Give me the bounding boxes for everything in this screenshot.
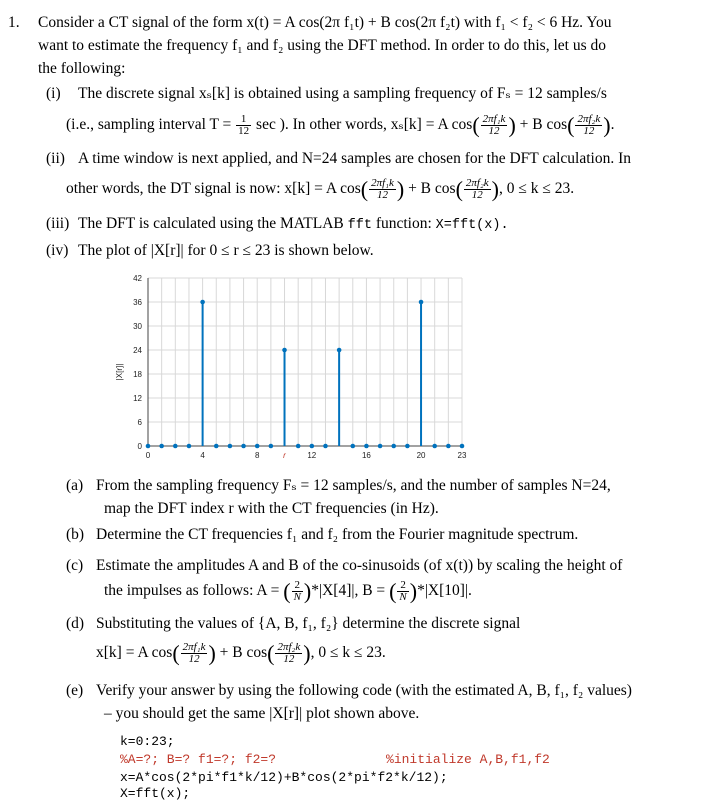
stem-marker — [173, 444, 178, 449]
grid-lines — [148, 278, 462, 446]
stem-marker — [378, 444, 383, 449]
part-d-line-2: x[k] = A cos( $\frac{\text{2πf₁k}}{12}$ ) + B cos( $\frac{\text{2πf₂k}}{12}$ ), 0 ≤ k ≤ 23. — [96, 640, 386, 666]
step-ii-line-2: other words, the DT signal is now: x[k] = A cos( $\frac{\text{2πf₁k}}{12}$ ) + B cos( $\frac{\text{2πf₂k}}{12}$ ), 0 ≤ k ≤ 23. — [66, 176, 575, 202]
code-line-3: x=A*cos(2*pi*f1*k/12)+B*cos(2*pi*f2*k/12); — [120, 770, 448, 785]
x-tick-label: 12 — [307, 451, 317, 460]
problem-number: 1. — [8, 14, 20, 31]
part-d-line-1: Substituting the values of {A, B, f₁, f₂} determine the discrete signal — [96, 615, 521, 632]
stem-marker — [269, 444, 274, 449]
stem-marker — [391, 444, 396, 449]
stem-marker — [405, 444, 410, 449]
part-a-label: (a) — [66, 477, 84, 494]
stem-marker — [323, 444, 328, 449]
stem-marker — [214, 444, 219, 449]
x-tick-label: 0 — [145, 451, 151, 460]
x-tick-label: 16 — [361, 451, 371, 460]
y-tick-label: 24 — [133, 346, 142, 355]
intro-line-1: Consider a CT signal of the form x(t) = A cos(2π f₁t) + B cos(2π f₂t) with f₁ < f₂ < 6 Hz. You — [38, 14, 612, 31]
x-tick-label: 4 — [200, 451, 205, 460]
stem-marker — [187, 444, 192, 449]
part-e-line-2: – you should get the same |X[r]| plot shown above. — [104, 705, 420, 722]
y-tick-label: 18 — [133, 370, 142, 379]
step-iii-line: The DFT is calculated using the MATLAB fft function: X=fft(x). — [78, 215, 509, 233]
part-b-line-1: Determine the CT frequencies f₁ and f₂ from the Fourier magnitude spectrum. — [96, 526, 579, 543]
y-tick-label: 30 — [133, 322, 142, 331]
x-tick-label: 20 — [416, 451, 426, 460]
part-c-line-2: the impulses as follows: A = ( $\frac{2}{N}$ )*|X[4]|, B = ( $\frac{2}{N}$ )*|X[10]|. — [104, 578, 472, 604]
step-ii-label: (ii) — [46, 150, 65, 167]
step-i-line-2: (i.e., sampling interval T = $\frac{1}{12}$ sec ). In other words, xₛ[k] = A cos( $\frac{\text{2πf₁k}}{12}$ ) + B cos( $\frac{\text{2πf₂k}}{12}$ ). — [66, 112, 615, 138]
stem-marker — [310, 444, 315, 449]
stem-marker — [159, 444, 164, 449]
stem-marker — [419, 300, 424, 305]
axes — [148, 278, 462, 446]
stem-marker — [432, 444, 437, 449]
dft-magnitude-stem-plot — [110, 270, 480, 470]
stem-marker — [350, 444, 355, 449]
stem-marker — [337, 348, 342, 353]
stem-marker — [255, 444, 260, 449]
part-a-line-2: map the DFT index r with the CT frequencies (in Hz). — [104, 500, 439, 517]
step-iii-label: (iii) — [46, 215, 70, 232]
x-tick-label: 8 — [254, 451, 260, 460]
step-iv-line: The plot of |X[r]| for 0 ≤ r ≤ 23 is shown below. — [78, 242, 374, 259]
y-tick-label: 42 — [133, 274, 142, 283]
stem-marker — [364, 444, 369, 449]
part-b-label: (b) — [66, 526, 85, 543]
step-iv-label: (iv) — [46, 242, 69, 259]
y-axis-label: |X[r]| — [115, 363, 124, 381]
part-c-line-1: Estimate the amplitudes A and B of the co-sinusoids (of x(t)) by scaling the height of — [96, 557, 623, 574]
stem-marker — [460, 444, 465, 449]
step-i-line-1: The discrete signal xₛ[k] is obtained using a sampling frequency of Fₛ = 12 samples/s — [78, 85, 607, 102]
part-c-label: (c) — [66, 557, 84, 574]
stem-marker — [146, 444, 151, 449]
stem-marker — [200, 300, 205, 305]
part-a-line-1: From the sampling frequency Fₛ = 12 samples/s, and the number of samples N=24, — [96, 477, 611, 494]
stem-marker — [446, 444, 451, 449]
y-tick-label: 36 — [133, 298, 142, 307]
code-line-4: X=fft(x); — [120, 786, 191, 801]
code-line-1: k=0:23; — [120, 734, 175, 749]
y-tick-label: 12 — [133, 394, 142, 403]
x-axis-label: r — [283, 451, 286, 460]
stem-marker — [228, 444, 233, 449]
part-e-label: (e) — [66, 682, 84, 699]
step-ii-line-1: A time window is next applied, and N=24 samples are chosen for the DFT calculation. In — [78, 150, 631, 167]
x-tick-label: 23 — [457, 451, 467, 460]
step-i-label: (i) — [46, 85, 61, 102]
stem-marker — [282, 348, 287, 353]
part-d-label: (d) — [66, 615, 85, 632]
y-tick-label: 0 — [137, 442, 142, 451]
part-e-line-1: Verify your answer by using the following code (with the estimated A, B, f₁, f₂ values) — [96, 682, 632, 699]
intro-line-3: the following: — [38, 60, 126, 77]
intro-line-2: want to estimate the frequency f₁ and f₂ using the DFT method. In order to do this, let us do — [38, 37, 606, 54]
code-line-2: %A=?; B=? f1=?; f2=? %initialize A,B,f1,f2 — [120, 752, 550, 767]
stem-marker — [296, 444, 301, 449]
stem-marker — [241, 444, 246, 449]
y-tick-label: 6 — [137, 418, 142, 427]
